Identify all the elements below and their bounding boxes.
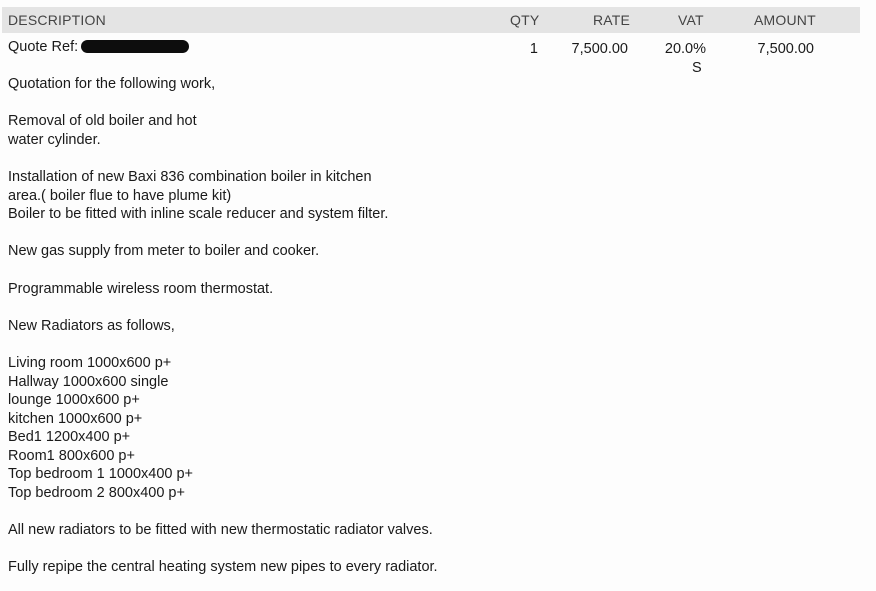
header-description: DESCRIPTION bbox=[8, 12, 106, 28]
description-line: Installation of new Baxi 836 combination boiler in kitchen bbox=[8, 168, 372, 185]
description-paragraph bbox=[8, 75, 568, 94]
description-line: Programmable wireless room thermostat. bbox=[8, 280, 274, 297]
description-paragraph bbox=[8, 521, 568, 540]
description-line: Hallway 1000x600 single bbox=[8, 373, 169, 390]
item-vat: 20.0% bbox=[664, 41, 706, 57]
description-paragraph bbox=[8, 354, 568, 503]
header-amount: AMOUNT bbox=[754, 12, 816, 28]
description-paragraph bbox=[8, 558, 568, 577]
quote-ref bbox=[8, 38, 189, 57]
description-paragraph bbox=[8, 168, 568, 224]
table-header bbox=[2, 7, 860, 33]
description-line: water cylinder. bbox=[8, 131, 101, 148]
redaction-mark bbox=[81, 40, 189, 53]
description-paragraph bbox=[8, 280, 568, 299]
description-line: Boiler to be fitted with inline scale reducer and system filter. bbox=[8, 206, 389, 223]
description-line: Top bedroom 2 800x400 p+ bbox=[8, 485, 185, 502]
description-line: Fully repipe the central heating system new pipes to every radiator. bbox=[8, 559, 438, 576]
description-line: New gas supply from meter to boiler and cooker. bbox=[8, 243, 320, 260]
description-line: Living room 1000x600 p+ bbox=[8, 354, 172, 371]
description-line: Top bedroom 1 1000x400 p+ bbox=[8, 466, 194, 483]
description-line: lounge 1000x600 p+ bbox=[8, 392, 140, 409]
quote-ref-label: Quote Ref: bbox=[8, 39, 79, 55]
item-qty: 1 bbox=[529, 41, 538, 57]
header-qty: QTY bbox=[510, 12, 540, 28]
description-line: New Radiators as follows, bbox=[8, 317, 175, 334]
description-line: Bed1 1200x400 p+ bbox=[8, 429, 131, 446]
item-vat-code: S bbox=[692, 60, 702, 76]
description-line: area.( boiler flue to have plume kit) bbox=[8, 187, 232, 204]
description-line: kitchen 1000x600 p+ bbox=[8, 410, 143, 427]
description-paragraph bbox=[8, 242, 568, 261]
description-line: All new radiators to be fitted with new thermostatic radiator valves. bbox=[8, 522, 433, 539]
description-body bbox=[8, 75, 568, 591]
description-line: Quotation for the following work, bbox=[8, 76, 216, 92]
description-line: Room1 800x600 p+ bbox=[8, 447, 135, 464]
item-rate: 7,500.00 bbox=[571, 41, 628, 57]
header-rate: RATE bbox=[593, 12, 631, 28]
description-paragraph bbox=[8, 317, 568, 336]
description-paragraph bbox=[8, 112, 568, 149]
description-line: Removal of old boiler and hot bbox=[8, 113, 197, 130]
header-vat: VAT bbox=[678, 12, 704, 28]
item-amount: 7,500.00 bbox=[757, 41, 814, 57]
